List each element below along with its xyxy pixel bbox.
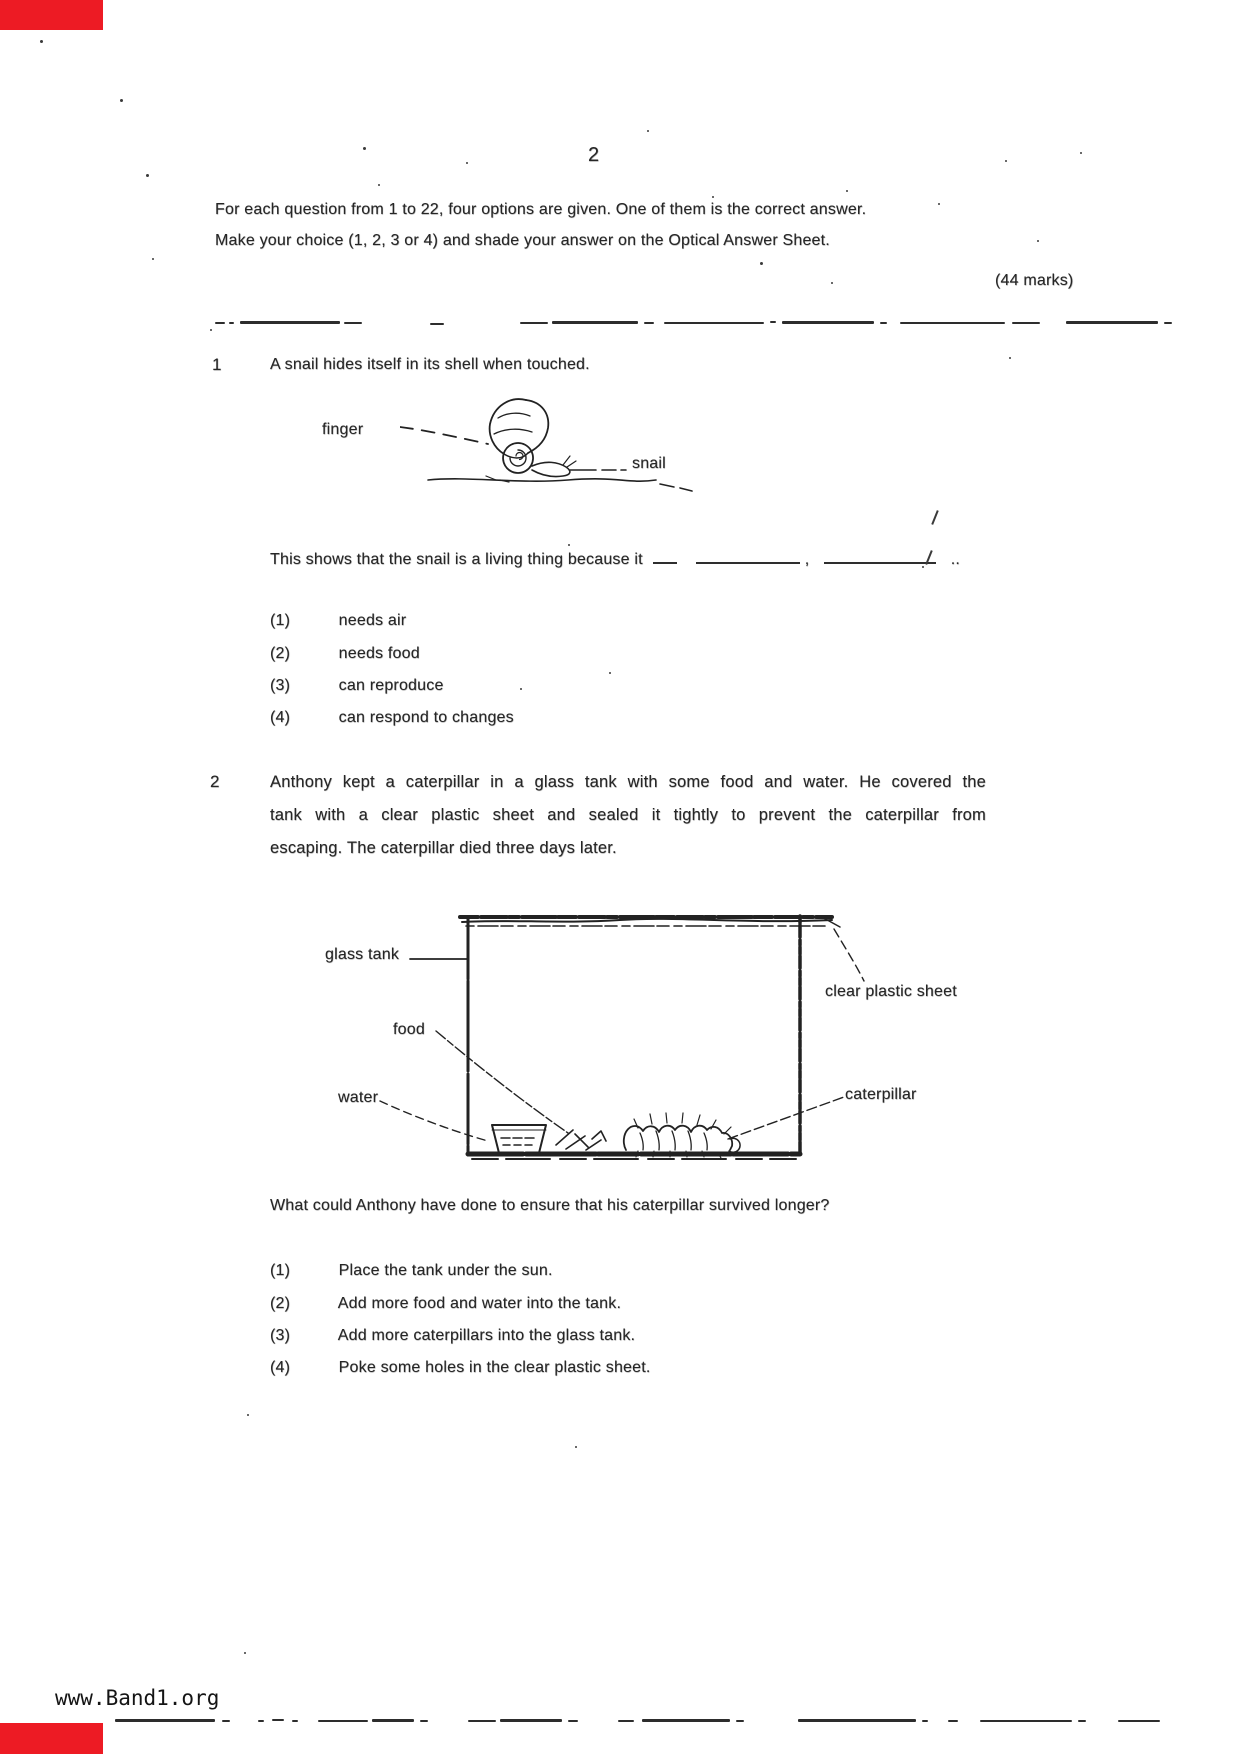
snail-illustration — [400, 396, 700, 516]
q1-prompt: This shows that the snail is a living thing because it — [270, 551, 643, 568]
option-text: Add more caterpillars into the glass tank. — [337, 1327, 636, 1344]
option-number: (4) — [270, 1359, 291, 1376]
answer-blank — [824, 548, 936, 564]
q2-option-1 — [270, 1262, 553, 1280]
q1-prompt-line — [270, 548, 960, 569]
q2-option-3 — [270, 1327, 635, 1345]
clear-plastic-sheet-label: clear plastic sheet — [825, 983, 957, 1000]
answer-blank — [696, 548, 800, 564]
option-number: (1) — [270, 1262, 291, 1279]
food-label: food — [393, 1021, 425, 1038]
option-text: Place the tank under the sun. — [338, 1262, 553, 1279]
option-number: (4) — [270, 709, 291, 726]
option-number: (1) — [270, 612, 291, 629]
q2-text-line-3: escaping. The caterpillar died three days later. — [270, 839, 617, 857]
q1-prompt-comma: , — [804, 551, 810, 568]
option-number: (2) — [270, 645, 291, 662]
option-text: Poke some holes in the clear plastic sheet. — [338, 1359, 651, 1376]
option-text: can reproduce — [338, 677, 444, 694]
q2-text-line-2: tank with a clear plastic sheet and sealed it tightly to prevent the caterpillar from — [270, 806, 986, 824]
q1-text: A snail hides itself in its shell when touched. — [270, 356, 590, 373]
q1-option-2 — [270, 645, 420, 663]
redaction-bar-top-left — [0, 0, 103, 30]
q2-prompt: What could Anthony have done to ensure that his caterpillar survived longer? — [270, 1197, 830, 1214]
option-number: (2) — [270, 1295, 291, 1312]
page-number: 2 — [588, 144, 600, 166]
option-text: Add more food and water into the tank. — [337, 1295, 622, 1312]
redaction-bar-bottom-left — [0, 1723, 103, 1754]
q1-option-1 — [270, 612, 406, 630]
option-text: can respond to changes — [338, 709, 514, 726]
option-number: (3) — [270, 1327, 291, 1344]
option-text: needs food — [338, 645, 420, 662]
q1-prompt-dots: .. — [950, 551, 961, 568]
instructions-line-2: Make your choice (1, 2, 3 or 4) and shade your answer on the Optical Answer Sheet. — [215, 232, 830, 249]
q1-number: 1 — [212, 355, 222, 374]
q1-option-3 — [270, 677, 444, 695]
caterpillar-label: caterpillar — [845, 1086, 917, 1103]
option-number: (3) — [270, 677, 291, 694]
scan-noise-slash — [931, 510, 938, 525]
q2-number: 2 — [210, 772, 220, 791]
q1-option-4 — [270, 709, 514, 727]
q2-option-2 — [270, 1295, 621, 1313]
snail-label: snail — [632, 455, 666, 472]
marks-label: (44 marks) — [995, 272, 1074, 289]
finger-label: finger — [322, 421, 364, 438]
instructions-line-1: For each question from 1 to 22, four options are given. One of them is the correct answer. — [215, 201, 867, 218]
option-text: needs air — [338, 612, 407, 629]
tank-illustration — [320, 903, 1110, 1175]
q2-text-line-1: Anthony kept a caterpillar in a glass tank with some food and water. He covered the — [270, 773, 986, 791]
answer-blank — [653, 548, 677, 564]
q2-option-4 — [270, 1359, 651, 1377]
glass-tank-label: glass tank — [325, 946, 400, 963]
water-label: water — [338, 1089, 379, 1106]
footer-watermark: www.Band1.org — [55, 1686, 220, 1710]
